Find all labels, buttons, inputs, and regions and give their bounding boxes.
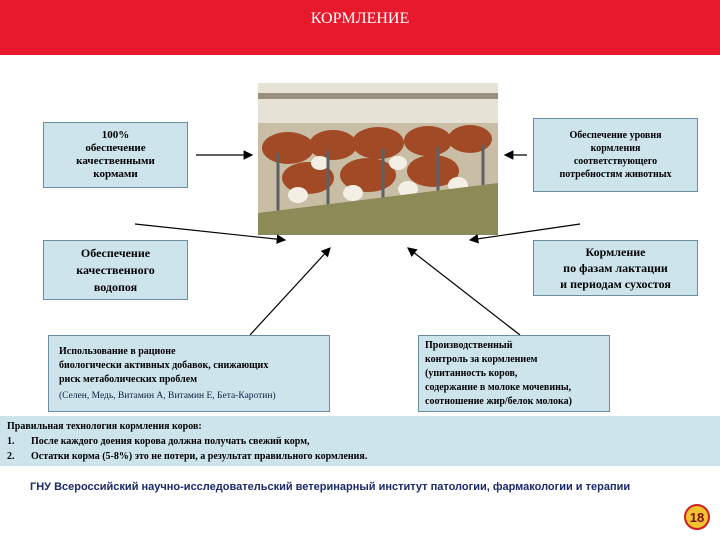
box-line: по фазам лактации <box>563 261 668 275</box>
technology-band <box>0 416 720 466</box>
page-number-badge: 18 <box>684 504 710 530</box>
band-item <box>7 435 310 449</box>
box-line: соотношение жир/белок молока) <box>425 395 572 407</box>
box-line: биологически активных добавок, снижающих <box>59 359 269 371</box>
box-feeding-level <box>533 118 698 192</box>
box-bioactive-additives <box>48 335 330 412</box>
box-line: Производственный <box>425 339 513 351</box>
band-title: Правильная технология кормления коров: <box>7 421 202 432</box>
box-line: Обеспечение уровня <box>569 130 662 141</box>
box-water-supply <box>43 240 188 300</box>
box-line: 100% <box>101 129 130 141</box>
box-line: контроль за кормлением <box>425 353 538 365</box>
arrow-mid-left <box>135 224 285 240</box>
institute-footer: ГНУ Всероссийский научно-исследовательский ветеринарный институт патологии, фармакологии и терапии <box>30 481 631 493</box>
box-line: кормами <box>93 168 138 180</box>
box-line: соответствующего <box>573 156 658 167</box>
box-line: Кормление <box>585 245 646 259</box>
band-item-number: 2. <box>7 451 15 462</box>
box-line: риск метаболических проблем <box>59 373 198 385</box>
box-line: кормления <box>590 143 641 154</box>
box-quality-feed <box>43 122 188 188</box>
additives-list: (Селен, Медь, Витамин А, Витамин Е, Бета-Каротин) <box>59 390 276 401</box>
band-item <box>7 450 367 464</box>
band-item-text: После каждого доения корова должна получать свежий корм, <box>31 436 310 447</box>
box-line: потребностям животных <box>559 169 672 180</box>
box-production-control <box>418 335 610 412</box>
box-line: содержание в молоке мочевины, <box>425 381 572 393</box>
band-item-text: Остатки корма (5-8%) это не потери, а результат правильного кормления. <box>31 451 368 462</box>
box-line: (упитанность коров, <box>425 367 518 379</box>
box-line: Обеспечение <box>80 245 151 260</box>
box-line: водопоя <box>93 279 138 294</box>
arrow-bottom-left <box>250 248 330 335</box>
box-line: и периодам сухостоя <box>560 277 671 291</box>
page-title: КОРМЛЕНИЕ <box>310 10 410 27</box>
box-line: обеспечение <box>85 142 146 154</box>
box-line: качественного <box>76 262 155 277</box>
box-line: Использование в рационе <box>59 345 176 357</box>
box-line: качественными <box>76 155 155 167</box>
arrow-mid-right <box>470 224 580 240</box>
band-item-number: 1. <box>7 436 15 447</box>
box-lactation-phases <box>533 240 698 296</box>
arrow-bottom-right <box>408 248 520 335</box>
